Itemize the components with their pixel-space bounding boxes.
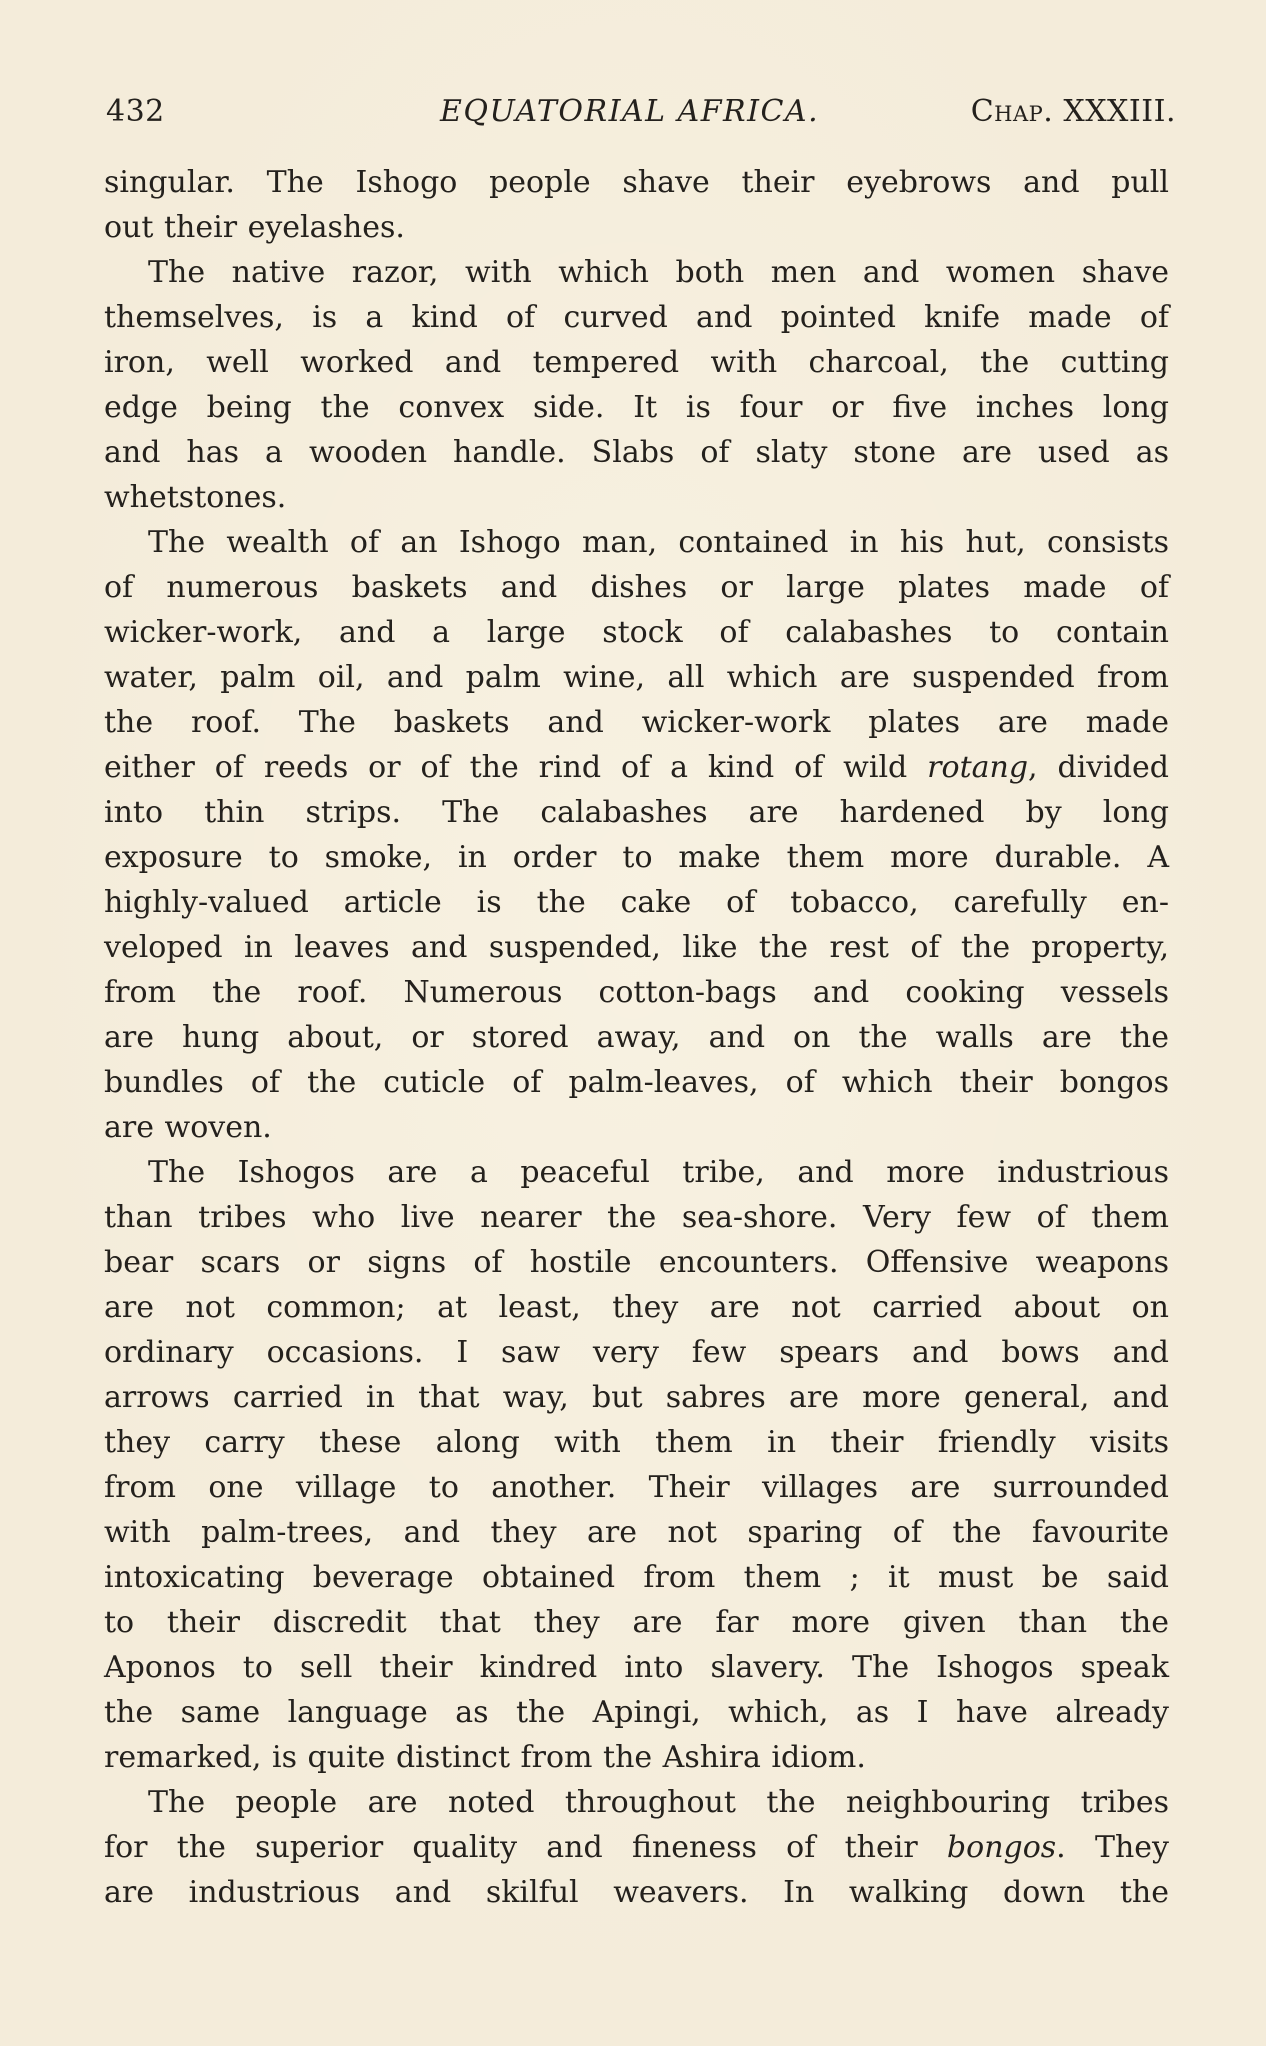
text-line: are not common; at least, they are not carried about on (104, 1290, 1169, 1325)
text-line: water, palm oil, and palm wine, all which are suspended from (104, 660, 1169, 695)
text-line: edge being the convex side. It is four or five inches long (104, 390, 1169, 425)
paragraph-first-line: The people are noted throughout the neighbouring tribes (148, 1785, 1169, 1820)
text-line: than tribes who live nearer the sea-shore. Very few of them (104, 1200, 1169, 1235)
text-line: bundles of the cuticle of palm-leaves, of which their bongos (104, 1065, 1169, 1100)
text-line: intoxicating beverage obtained from them ; it must be said (104, 1560, 1169, 1595)
paragraph-first-line: The native razor, with which both men and women shave (148, 255, 1169, 290)
paragraph-first-line: The wealth of an Ishogo man, contained in his hut, consists (148, 525, 1169, 560)
text-line: of numerous baskets and dishes or large plates made of (104, 570, 1169, 605)
line-text: . They (1056, 1830, 1169, 1865)
running-head (106, 88, 1176, 136)
text-line: themselves, is a kind of curved and pointed knife made of (104, 300, 1169, 335)
text-line: iron, well worked and tempered with charcoal, the cutting (104, 345, 1169, 380)
text-line: are woven. (104, 1110, 272, 1145)
text-line: from one village to another. Their villages are surrounded (104, 1470, 1169, 1505)
text-line: bear scars or signs of hostile encounters. Offensive weapons (104, 1245, 1169, 1280)
text-line: singular. The Ishogo people shave their eyebrows and pull (104, 165, 1169, 200)
text-line (104, 1825, 1169, 1870)
text-line: the same language as the Apingi, which, as I have already (104, 1695, 1169, 1730)
text-line: to their discredit that they are far more given than the (104, 1605, 1169, 1640)
text-line: remarked, is quite distinct from the Ashira idiom. (104, 1740, 866, 1775)
text-line: veloped in leaves and suspended, like the rest of the property, (104, 930, 1169, 965)
text-line: they carry these along with them in their friendly visits (104, 1425, 1169, 1460)
body-text (104, 160, 1169, 1915)
italic-term: bongos (946, 1830, 1057, 1865)
text-line: ordinary occasions. I saw very few spears and bows and (104, 1335, 1169, 1370)
text-line: and has a wooden handle. Slabs of slaty stone are used as (104, 435, 1169, 470)
paragraph-first-line: The Ishogos are a peaceful tribe, and more industrious (148, 1155, 1169, 1190)
text-line: wicker-work, and a large stock of calabashes to contain (104, 615, 1169, 650)
text-line: the roof. The baskets and wicker-work plates are made (104, 705, 1169, 740)
running-title: EQUATORIAL AFRICA. (440, 94, 820, 129)
text-line: with palm-trees, and they are not sparing of the favourite (104, 1515, 1169, 1550)
line-text: for the superior quality and fineness of their (104, 1830, 947, 1865)
text-line: exposure to smoke, in order to make them more durable. A (104, 840, 1169, 875)
line-text: either of reeds or of the rind of a kind of wild (104, 750, 928, 785)
text-line: from the roof. Numerous cotton-bags and cooking vessels (104, 975, 1169, 1010)
text-line: out their eyelashes. (104, 210, 405, 245)
italic-term: rotang (927, 750, 1029, 785)
text-line: arrows carried in that way, but sabres are more general, and (104, 1380, 1169, 1415)
text-line: highly-valued article is the cake of tobacco, carefully en- (104, 885, 1169, 920)
chapter-label: Chap. XXXIII. (970, 94, 1176, 129)
text-line (104, 745, 1169, 790)
text-line: are hung about, or stored away, and on the walls are the (104, 1020, 1169, 1055)
text-line: into thin strips. The calabashes are hardened by long (104, 795, 1169, 830)
page-number: 432 (106, 94, 165, 129)
text-line: whetstones. (104, 480, 287, 515)
text-line: Aponos to sell their kindred into slavery. The Ishogos speak (104, 1650, 1169, 1685)
text-line: are industrious and skilful weavers. In walking down the (104, 1875, 1169, 1910)
line-text: , divided (1028, 750, 1170, 785)
